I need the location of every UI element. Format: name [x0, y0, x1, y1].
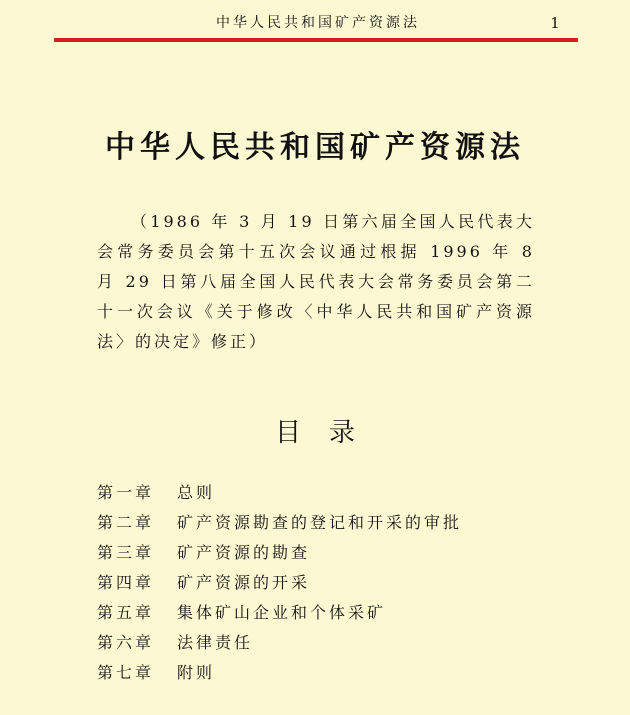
chapter-number: 第三章	[97, 543, 155, 562]
chapter-number: 第四章	[97, 573, 155, 592]
chapter-number: 第六章	[97, 633, 155, 652]
header-rule	[54, 38, 578, 42]
toc-item-chapter-2[interactable]	[97, 508, 557, 538]
chapter-number: 第二章	[97, 513, 155, 532]
toc-item-chapter-1[interactable]	[97, 478, 557, 508]
chapter-title: 矿产资源的勘查	[177, 543, 311, 562]
toc-item-chapter-6[interactable]	[97, 628, 557, 658]
page-number: 1	[550, 14, 560, 32]
chapter-number: 第一章	[97, 483, 155, 502]
chapter-title: 矿产资源勘查的登记和开采的审批	[177, 513, 463, 532]
chapter-title: 矿产资源的开采	[177, 573, 311, 592]
toc-item-chapter-5[interactable]	[97, 598, 557, 628]
toc-item-chapter-4[interactable]	[97, 568, 557, 598]
chapter-title: 集体矿山企业和个体采矿	[177, 603, 387, 622]
toc-item-chapter-7[interactable]	[97, 658, 557, 688]
toc-heading: 目录	[274, 418, 383, 448]
chapter-number: 第五章	[97, 603, 155, 622]
chapter-number: 第七章	[97, 663, 155, 682]
chapter-title: 附则	[177, 663, 216, 682]
document-title: 中华人民共和国矿产资源法	[105, 130, 525, 165]
table-of-contents	[97, 478, 557, 688]
running-header	[0, 0, 630, 44]
preamble: （1986 年 3 月 19 日第六届全国人民代表大会常务委员会第十五次会议通过根据 1996 年 8 月 29 日第八届全国人民代表大会常务委员会第二十一次会议《关于修改〈中华人民共和国矿产资源法〉的决定》修正）	[97, 212, 535, 351]
toc-item-chapter-3[interactable]	[97, 538, 557, 568]
chapter-title: 法律责任	[177, 633, 254, 652]
chapter-title: 总则	[177, 483, 216, 502]
header-title: 中华人民共和国矿产资源法	[216, 15, 420, 31]
